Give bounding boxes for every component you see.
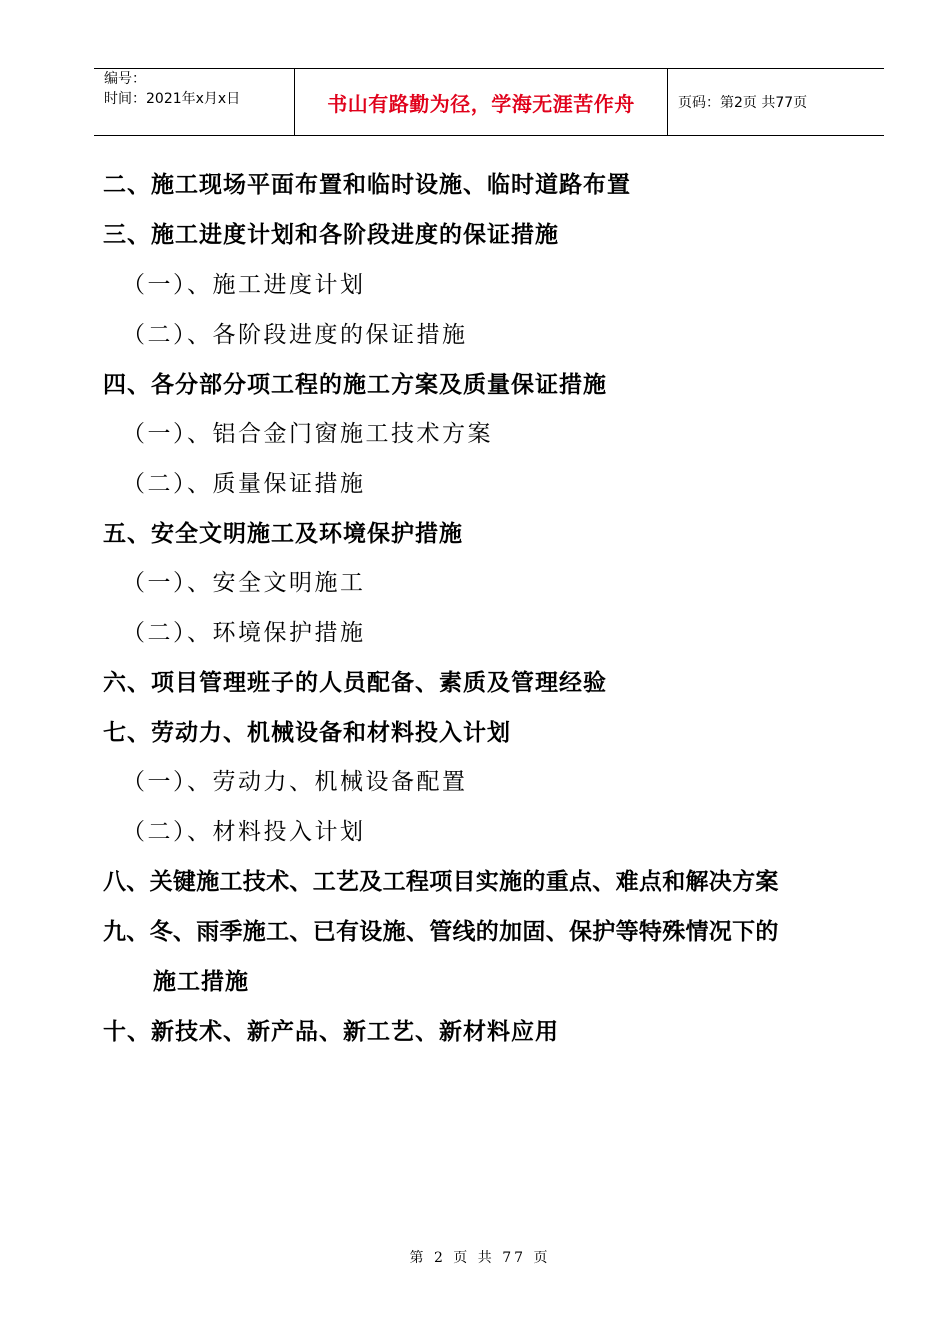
toc-subheading: （二）、质量保证措施 — [122, 471, 366, 497]
toc-heading: 三、施工进度计划和各阶段进度的保证措施 — [103, 222, 559, 248]
document-number-label: 编号： — [104, 71, 146, 87]
page-footer-number: 第 2 页 共 77 页 — [409, 1250, 551, 1266]
toc-subheading: （一）、施工进度计划 — [122, 272, 366, 298]
toc-subheading: （一）、劳动力、机械设备配置 — [122, 769, 468, 795]
document-time-label: 时间：2021年x月x日 — [104, 91, 241, 107]
toc-heading: 四、各分部分项工程的施工方案及质量保证措施 — [103, 372, 607, 398]
header-motto-cell — [295, 69, 668, 135]
toc-heading: 九、冬、雨季施工、已有设施、管线的加固、保护等特殊情况下的 — [103, 919, 779, 945]
toc-heading: 五、安全文明施工及环境保护措施 — [103, 521, 463, 547]
toc-subheading: （二）、各阶段进度的保证措施 — [122, 322, 468, 348]
header-motto: 书山有路勤为径，学海无涯苦作舟 — [327, 91, 635, 116]
toc-heading: 七、劳动力、机械设备和材料投入计划 — [103, 720, 511, 746]
page-header — [94, 68, 884, 136]
toc-subheading: （一）、安全文明施工 — [122, 570, 366, 596]
toc-subheading: （一）、铝合金门窗施工技术方案 — [122, 421, 493, 447]
toc-subheading: （二）、环境保护措施 — [122, 620, 366, 646]
header-meta-cell — [94, 69, 295, 135]
toc-heading: 八、关键施工技术、工艺及工程项目实施的重点、难点和解决方案 — [103, 869, 779, 895]
toc-heading: 十、新技术、新产品、新工艺、新材料应用 — [103, 1019, 559, 1045]
toc-subheading: （二）、材料投入计划 — [122, 819, 366, 845]
header-page-cell — [668, 69, 884, 135]
header-page-info: 页码：第2页 共77页 — [678, 95, 808, 111]
toc-heading: 六、项目管理班子的人员配备、素质及管理经验 — [103, 670, 607, 696]
toc-heading: 二、施工现场平面布置和临时设施、临时道路布置 — [103, 172, 631, 198]
toc-heading-continuation: 施工措施 — [153, 969, 249, 995]
